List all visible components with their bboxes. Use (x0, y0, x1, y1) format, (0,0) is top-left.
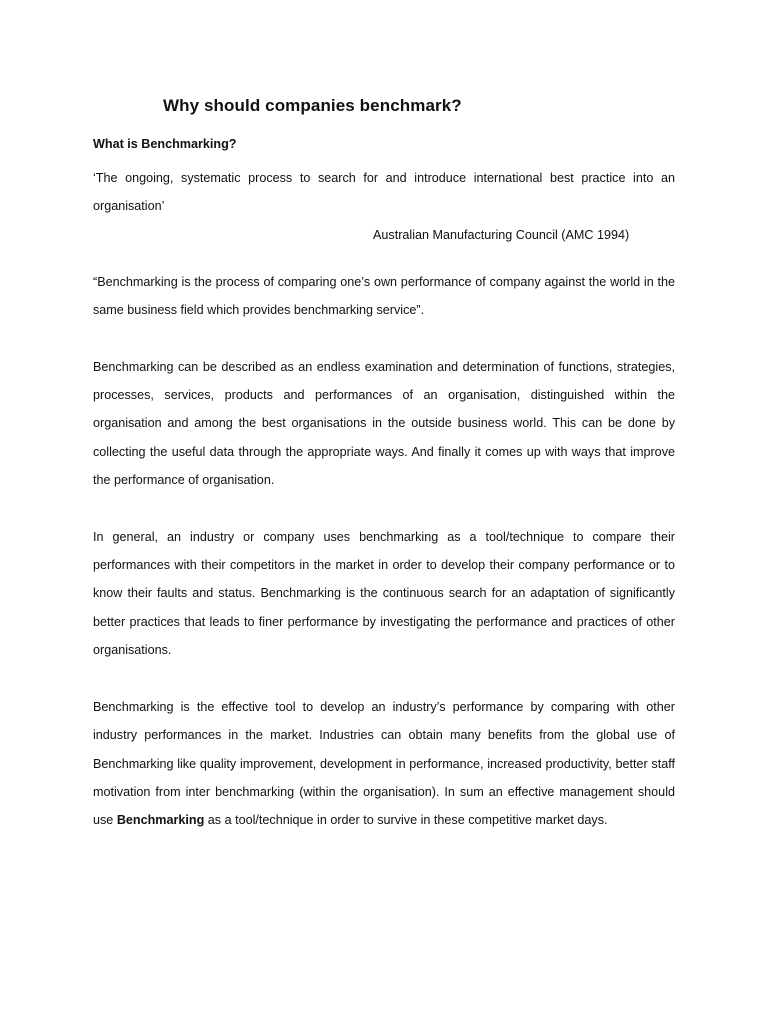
body-paragraph-benefits (93, 693, 675, 835)
emphasized-term: Benchmarking (116, 813, 205, 828)
document-body (93, 134, 675, 835)
body-paragraph-usage: In general, an industry or company uses benchmarking as a tool/technique to compare their performances with their competitors in the market in order to develop their company performance or to know their faults and status. Benchmarking is the continuous search for an adaptation of significantly better practices that leads to finer performance by investigating the performance and practices of other organisations. (93, 529, 675, 658)
paragraph-text-after: as a tool/technique in order to survive in these competitive market days. (204, 813, 608, 828)
section-subheading: What is Benchmarking? (93, 137, 237, 151)
paragraph-text-before: Benchmarking is the effective tool to develop an industry’s performance by comparing with other industry performances in the market. Industries can obtain many benefits from the global use of Benchmarking like quality improvement, development in performance, increased productivity, better staff motivation from inter benchmarking (within the organisation). In sum an effective management should use (93, 699, 675, 828)
quote-attribution: Australian Manufacturing Council (AMC 1994) (373, 227, 630, 242)
definition-paragraph: “Benchmarking is the process of comparing one’s own performance of company against the world in the same business field which provides benchmarking service”. (93, 274, 675, 318)
definition-quote: ‘The ongoing, systematic process to search for and introduce international best practice into an organisation’ (93, 171, 675, 214)
body-paragraph-description: Benchmarking can be described as an endless examination and determination of functions, strategies, processes, services, products and performances of an organisation, distinguished within the organisation and among the best organisations in the outside business world. This can be done by collecting the useful data through the appropriate ways. And finally it comes up with ways that improve the performance of organisation. (93, 359, 675, 488)
page-title: Why should companies benchmark? (163, 96, 462, 115)
